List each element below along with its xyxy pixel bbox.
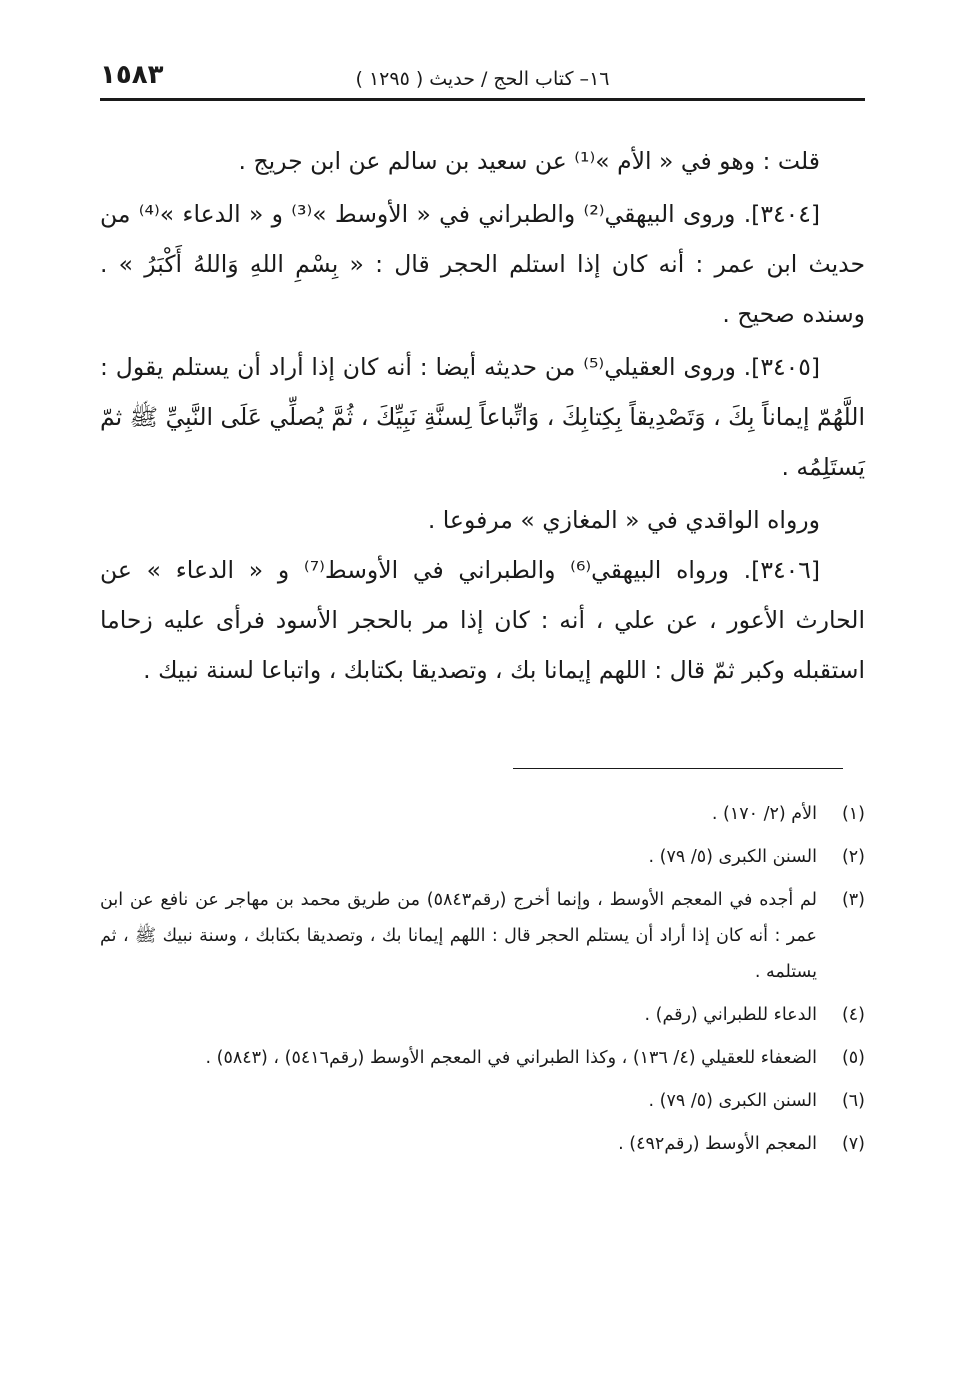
paragraph-hadith-3406: [٣٤٠٦]. ورواه البيهقي⁽⁶⁾ والطبراني في الأوسط⁽⁷⁾ و « الدعاء » عن الحارث الأعور ، عن علي ، أنه : كان إذا مر بالحجر الأسود فرأى عليه زحاما استقبله وكبر ثمّ قال : اللهم إيمانا بك ، وتصديقا بكتابك ، واتباعا لسنة نبيك .: [100, 556, 865, 684]
page-number: ١٥٨٣: [100, 60, 164, 90]
footnote-item: [100, 1126, 865, 1162]
footnote-text: الأم (٢/ ١٧٠) .: [711, 804, 817, 824]
footnote-text: السنن الكبرى (٥/ ٧٩) .: [648, 1091, 817, 1111]
footnote-separator: [513, 768, 843, 769]
footnote-number: (١): [841, 804, 865, 824]
paragraph-waqidi: ورواه الواقدي في « المغازي » مرفوعا .: [427, 506, 820, 534]
footnote-number: (٤): [841, 1005, 865, 1025]
footnote-text: المعجم الأوسط (رقم٤٩٢) .: [618, 1134, 817, 1154]
footnotes: [100, 796, 865, 1169]
footnote-text: الدعاء للطبراني (رقم) .: [644, 1005, 817, 1025]
footnote-item: [100, 839, 865, 875]
footnote-item: [100, 882, 865, 990]
footnote-number: (٢): [841, 847, 865, 867]
paragraph-hadith-3405: [٣٤٠٥]. وروى العقيلي⁽⁵⁾ من حديثه أيضا : أنه كان إذا أراد أن يستلم يقول : اللَّهُمّ إيماناً بِكَ ، وَتَصْدِيقاً بِكِتابِكَ ، وَاتِّباعاً لِسنَّةِ نَبِيِّكَ ، ثُمَّ يُصلِّي عَلَى النَّبِيِّ ﷺ ثمّ يَستَلِمُه .: [100, 353, 865, 481]
footnote-number: (٥): [841, 1048, 865, 1068]
running-head: ١٦– كتاب الحج / حديث ( ١٢٩٥ ): [355, 68, 610, 90]
footnote-item: [100, 796, 865, 832]
footnote-item: [100, 1040, 865, 1076]
footnote-text: السنن الكبرى (٥/ ٧٩) .: [648, 847, 817, 867]
footnote-number: (٦): [841, 1091, 865, 1111]
footnote-text: لم أجده في المعجم الأوسط ، وإنما أخرج (رقم٥٨٤٣) من طريق محمد بن مهاجر عن نافع عن ابن عمر : أنه كان إذا أراد أن يستلم الحجر قال : اللهم إيمانا بك ، وتصديقا بكتابك ، وسنة نبيك ﷺ ، ثم يستلمه .: [100, 890, 818, 982]
footnote-text: الضعفاء للعقيلي (٤/ ١٣٦) ، وكذا الطبراني في المعجم الأوسط (رقم٥٤١٦) ، (٥٨٤٣) .: [205, 1048, 817, 1068]
paragraph-comment: قلت : وهو في « الأم »⁽¹⁾ عن سعيد بن سالم عن ابن جريج .: [238, 147, 820, 175]
page-header: [100, 58, 865, 101]
footnote-number: (٣): [841, 890, 865, 910]
paragraph-hadith-3404: [٣٤٠٤]. وروى البيهقي⁽²⁾ والطبراني في « الأوسط »⁽³⁾ و « الدعاء »⁽⁴⁾ من حديث ابن عمر : أنه كان إذا استلم الحجر قال : « بِسْمِ اللهِ وَاللهُ أَكْبَرُ » . وسنده صحيح .: [100, 200, 865, 328]
main-text: [100, 136, 865, 695]
footnote-item: [100, 997, 865, 1033]
footnote-number: (٧): [841, 1134, 865, 1154]
footnote-item: [100, 1083, 865, 1119]
